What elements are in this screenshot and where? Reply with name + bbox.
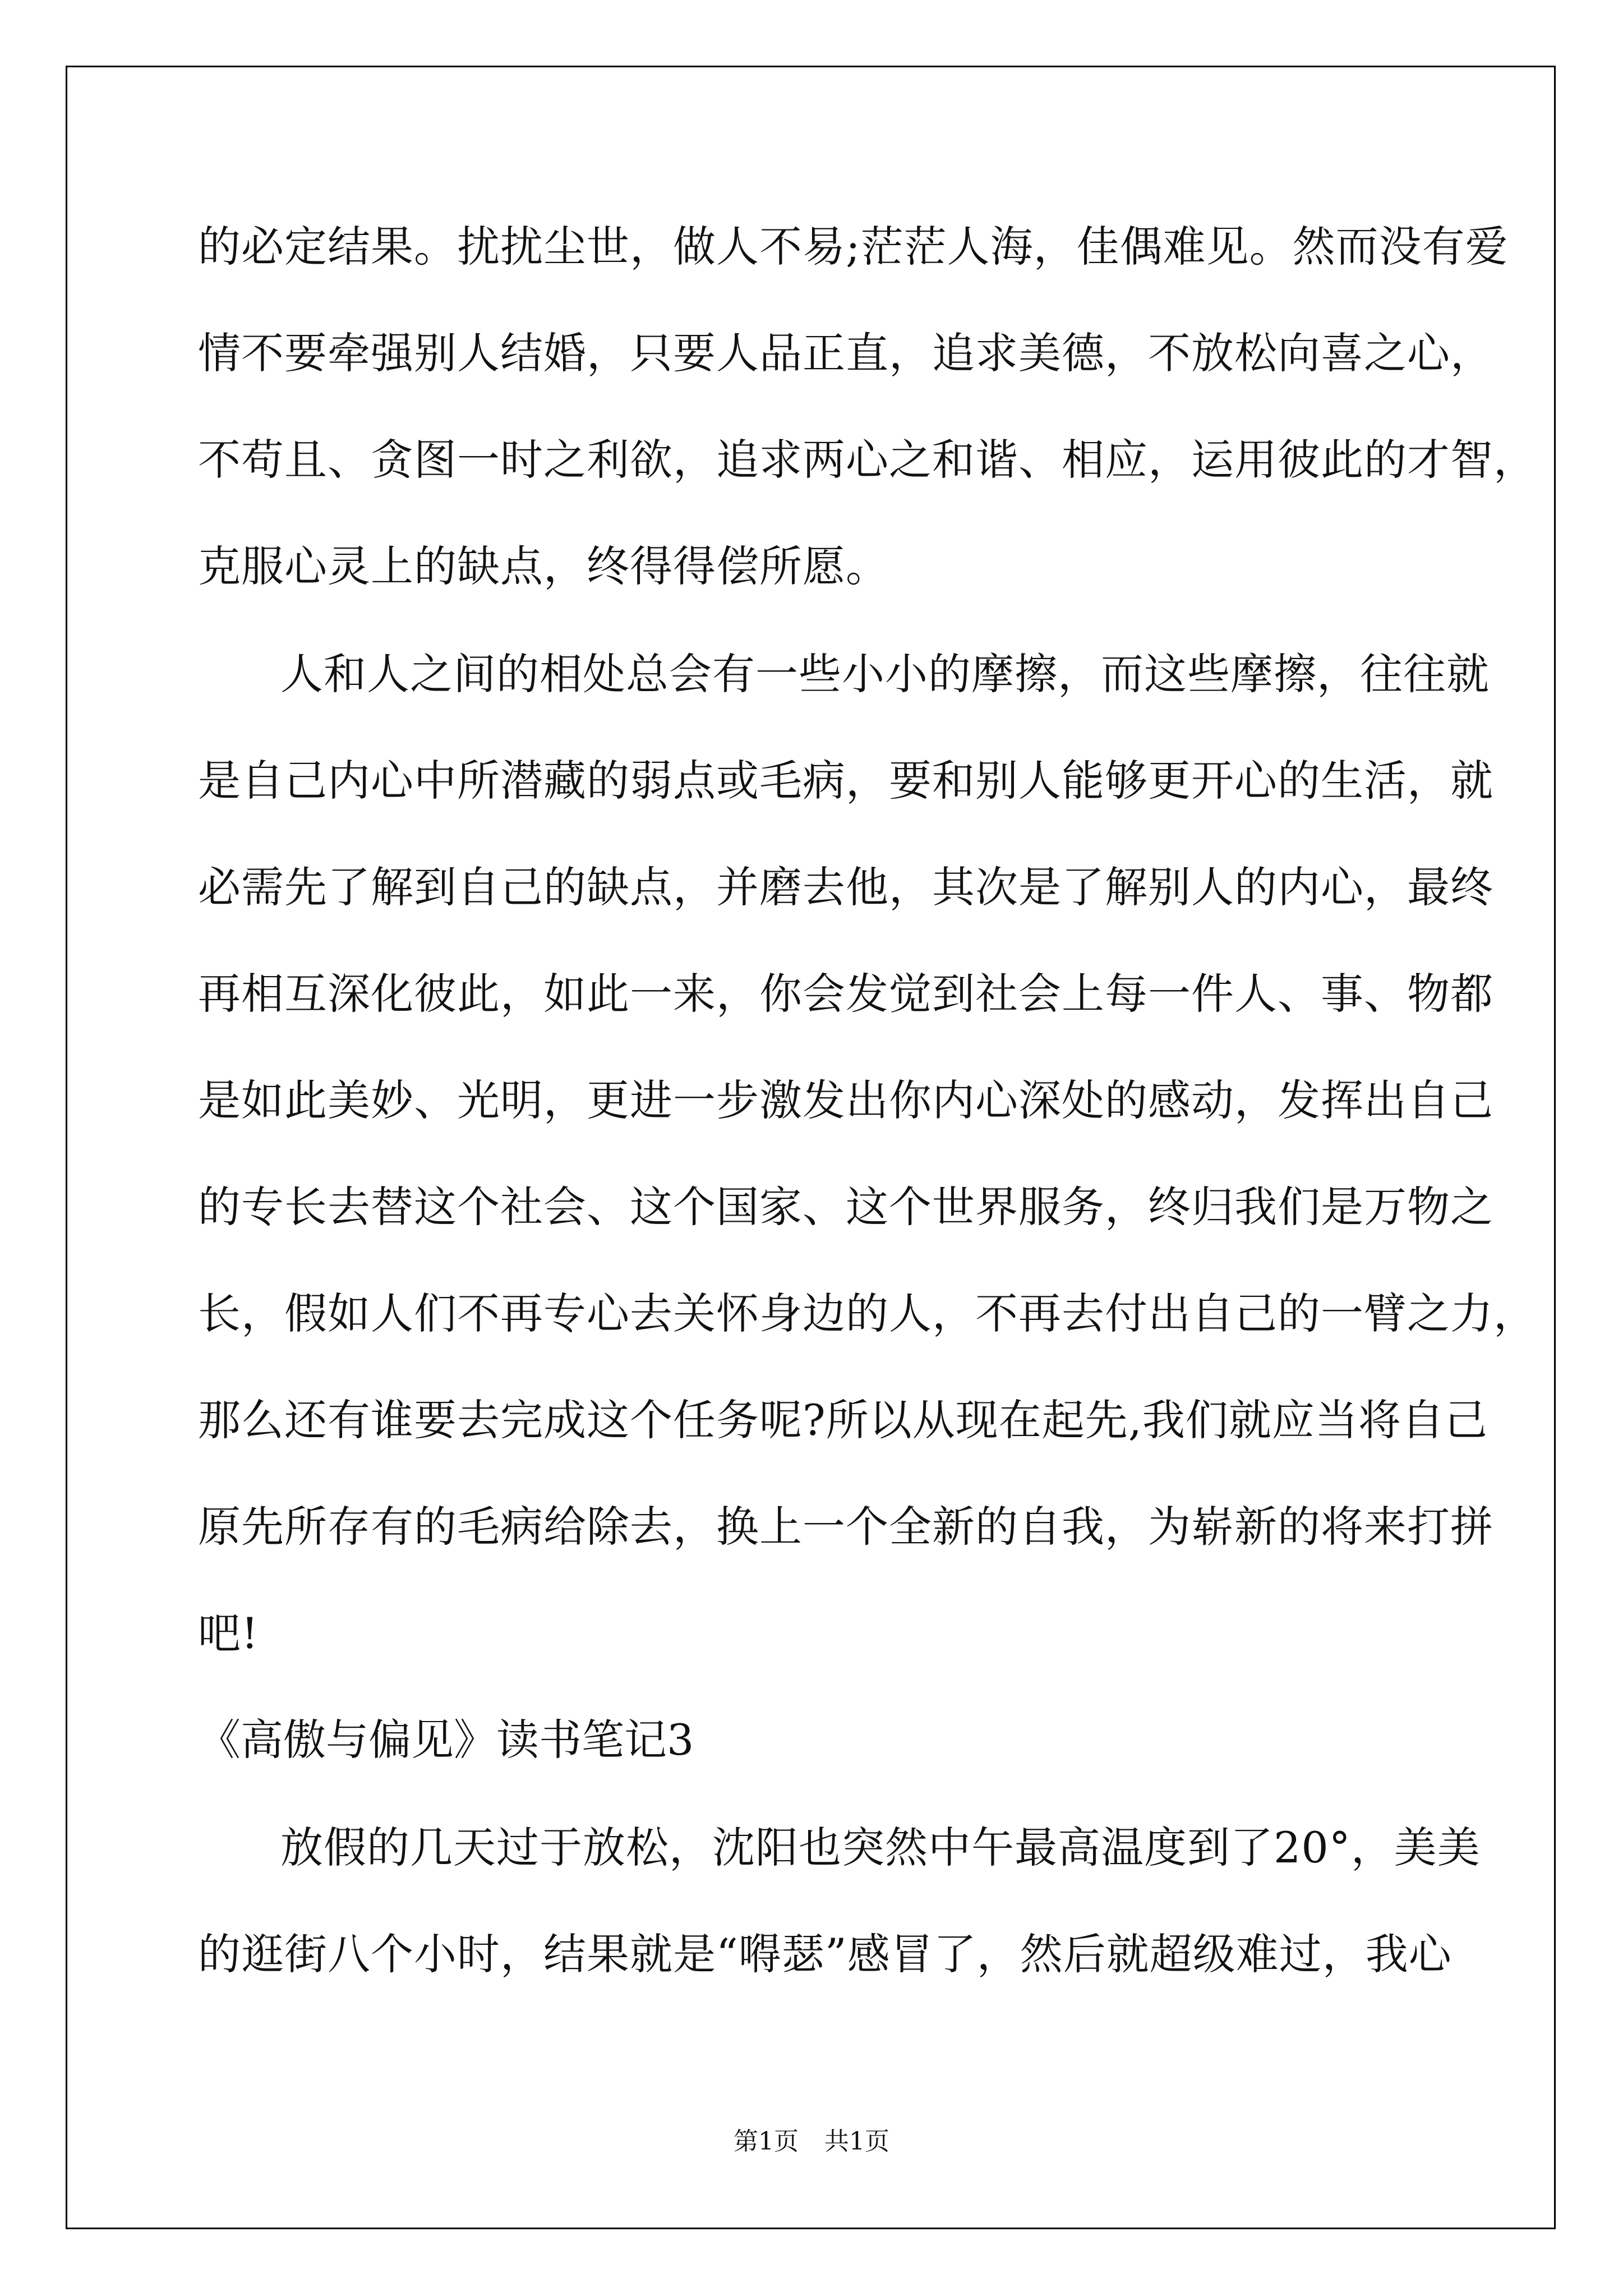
body-line-16: 的逛街八个小时，结果就是“嘚瑟”感冒了，然后就超级难过，我心 bbox=[198, 1929, 1452, 1979]
body-line-13: 原先所存有的毛病给除去，换上一个全新的自我，为崭新的将来打拼 bbox=[198, 1502, 1493, 1552]
page-footer bbox=[0, 2125, 1623, 2159]
body-line-10: 的专长去替这个社会、这个国家、这个世界服务，终归我们是万物之 bbox=[198, 1182, 1493, 1232]
body-line-7: 必需先了解到自己的缺点，并磨去他，其次是了解别人的内心，最终 bbox=[198, 862, 1493, 912]
section-heading: 《高傲与偏见》读书笔记3 bbox=[198, 1715, 694, 1765]
page-border bbox=[66, 66, 1556, 2229]
body-line-3: 不苟且、贪图一时之利欲，追求两心之和谐、相应，运用彼此的才智， bbox=[198, 435, 1537, 485]
body-line-11: 长，假如人们不再专心去关怀身边的人，不再去付出自己的一臂之力， bbox=[198, 1289, 1537, 1338]
body-line-9: 是如此美妙、光明，更进一步激发出你内心深处的感动，发挥出自己 bbox=[198, 1075, 1493, 1125]
body-line-14: 吧! bbox=[198, 1608, 259, 1658]
body-line-6: 是自己内心中所潜藏的弱点或毛病，要和别人能够更开心的生活，就 bbox=[198, 756, 1493, 806]
body-line-4: 克服心灵上的缺点，终得得偿所愿。 bbox=[198, 541, 889, 591]
body-line-5: 人和人之间的相处总会有一些小小的摩擦，而这些摩擦，往往就 bbox=[280, 649, 1490, 699]
body-line-1: 的必定结果。扰扰尘世，做人不易;茫茫人海，佳偶难见。然而没有爱 bbox=[198, 222, 1509, 272]
page-total: 共1页 bbox=[824, 2127, 889, 2156]
body-line-12: 那么还有谁要去完成这个任务呢?所以从现在起先,我们就应当将自己 bbox=[198, 1395, 1488, 1445]
page-number: 第1页 bbox=[734, 2127, 799, 2156]
body-line-2: 情不要牵强别人结婚，只要人品正直，追求美德，不放松向喜之心， bbox=[198, 328, 1493, 378]
body-line-15: 放假的几天过于放松，沈阳也突然中午最高温度到了20°，美美 bbox=[280, 1823, 1481, 1872]
body-line-8: 再相互深化彼此，如此一来，你会发觉到社会上每一件人、事、物都 bbox=[198, 969, 1493, 1019]
